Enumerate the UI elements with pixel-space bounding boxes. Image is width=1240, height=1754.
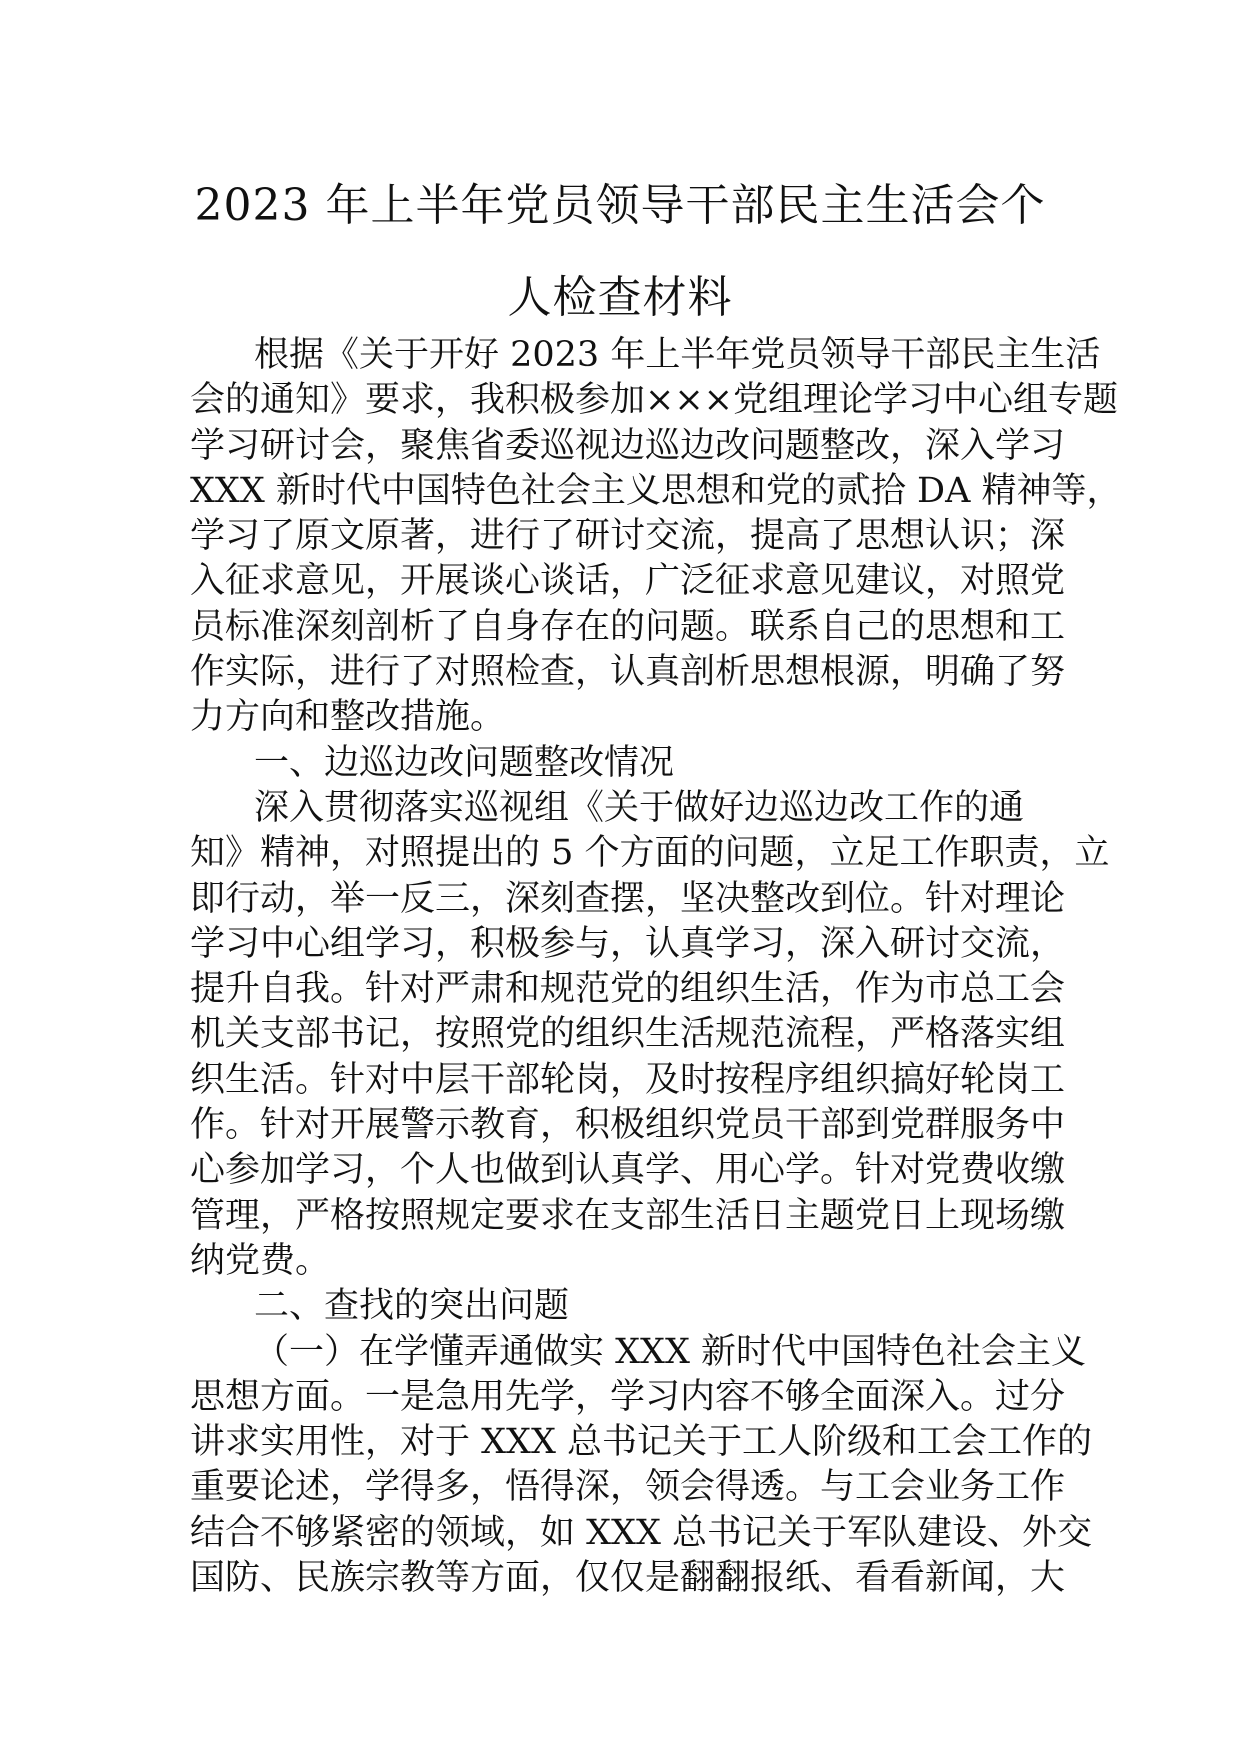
document-body [190, 333, 1122, 1601]
body-text-line: 根据《关于开好 2023 年上半年党员领导干部民主生活 [254, 335, 1101, 375]
body-text-line: 会的通知》要求，我积极参加×××党组理论学习中心组专题 [190, 380, 1118, 421]
body-text-line: 学习中心组学习，积极参与，认真学习，深入研讨交流， [190, 923, 1066, 964]
body-text-line: 学习了原文原著，进行了研讨交流，提高了思想认识；深 [190, 516, 1066, 557]
body-text-line: 员标准深刻剖析了自身存在的问题。联系自己的思想和工 [190, 606, 1066, 647]
body-text-line: 即行动，举一反三，深刻查摆，坚决整改到位。针对理论 [190, 878, 1066, 919]
title-line: 人检查材料 [507, 272, 733, 323]
body-text-line: 作实际，进行了对照检查，认真剖析思想根源，明确了努 [190, 652, 1066, 693]
body-text-line: 入征求意见，开展谈心谈话，广泛征求意见建议，对照党 [190, 561, 1066, 602]
body-text-line: 管理，严格按照规定要求在支部生活日主题党日上现场缴 [190, 1195, 1066, 1236]
body-text-line: 国防、民族宗教等方面，仅仅是翻翻报纸、看看新闻，大 [190, 1558, 1066, 1599]
body-text-line: 力方向和整改措施。 [190, 697, 506, 738]
body-text-line: 织生活。针对中层干部轮岗，及时按程序组织搞好轮岗工 [190, 1059, 1066, 1100]
body-text-line: 一、边巡边改问题整改情况 [254, 742, 675, 783]
body-text-line: 深入贯彻落实巡视组《关于做好边巡边改工作的通 [254, 787, 1025, 828]
body-text-line: 纳党费。 [190, 1240, 331, 1281]
body-text-line: 心参加学习，个人也做到认真学、用心学。针对党费收缴 [190, 1150, 1066, 1191]
body-text-line: 作。针对开展警示教育，积极组织党员干部到党群服务中 [190, 1105, 1066, 1146]
body-text-line: 二、查找的突出问题 [254, 1286, 570, 1327]
title-line: 2023 年上半年党员领导干部民主生活会个 [194, 180, 1046, 231]
body-text-line: 结合不够紧密的领域，如 XXX 总书记关于军队建设、外交 [190, 1512, 1093, 1553]
body-text-line: 机关支部书记，按照党的组织生活规范流程，严格落实组 [190, 1014, 1066, 1055]
body-text-line: XXX 新时代中国特色社会主义思想和党的贰拾 DA 精神等， [190, 470, 1122, 511]
body-text-line: 知》精神，对照提出的 5 个方面的问题，立足工作职责，立 [190, 833, 1110, 874]
body-text-line: 提升自我。针对严肃和规范党的组织生活，作为市总工会 [190, 969, 1066, 1010]
body-text-line: 思想方面。一是急用先学，学习内容不够全面深入。过分 [190, 1376, 1066, 1417]
body-text-line: 重要论述，学得多，悟得深，领会得透。与工会业务工作 [190, 1467, 1066, 1508]
body-text-line: 讲求实用性，对于 XXX 总书记关于工人阶级和工会工作的 [190, 1422, 1093, 1463]
body-text-line: 学习研讨会，聚焦省委巡视边巡边改问题整改，深入学习 [190, 425, 1066, 466]
body-text-line: （一）在学懂弄通做实 XXX 新时代中国特色社会主义 [254, 1331, 1087, 1372]
document-title [120, 160, 1120, 344]
